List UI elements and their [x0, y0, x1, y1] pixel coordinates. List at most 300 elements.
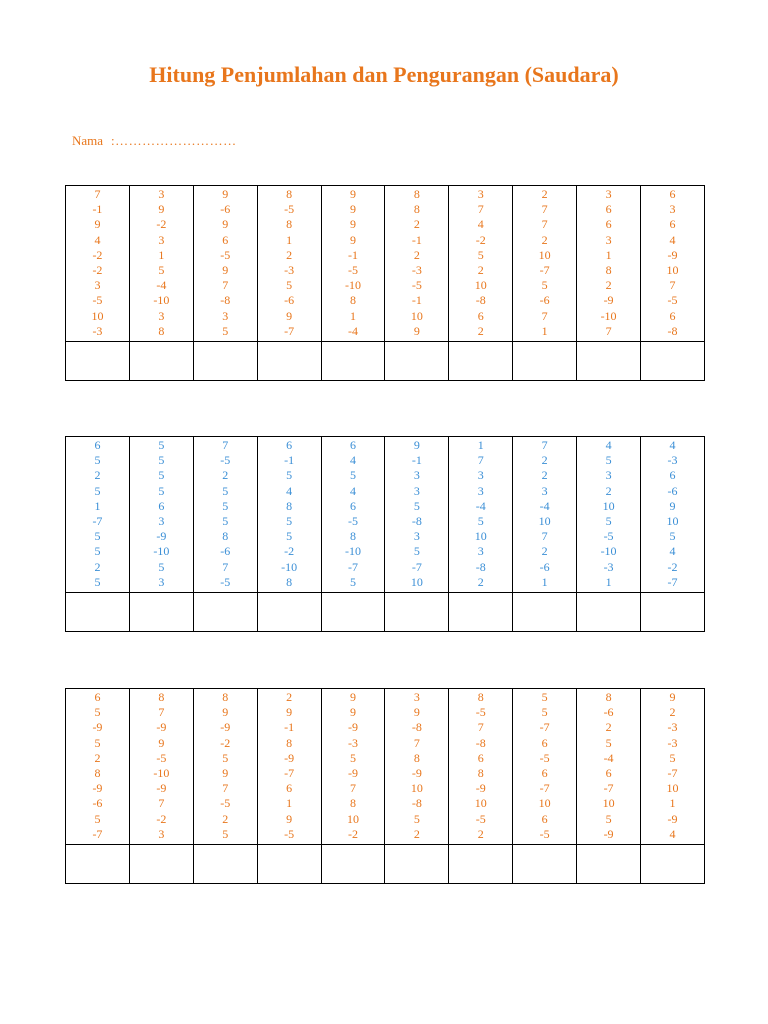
problem-number: -7: [539, 263, 550, 278]
problem-number: 5: [222, 750, 229, 765]
problem-number: -7: [92, 826, 103, 841]
problem-number: 10: [538, 514, 551, 529]
answer-box[interactable]: [129, 845, 193, 884]
problem-number: 8: [286, 498, 293, 513]
problem-number: -8: [475, 293, 486, 308]
problem-number: 5: [94, 705, 101, 720]
problem-number: 8: [350, 529, 356, 544]
problem-number: 8: [94, 766, 101, 781]
problem-number: -5: [284, 826, 295, 841]
worksheet-table-2: [65, 436, 705, 632]
problem-number: -2: [284, 544, 295, 559]
problem-column: [513, 186, 577, 342]
problem-number: 1: [669, 796, 676, 811]
problem-number: 5: [541, 705, 548, 720]
problem-number: 9: [350, 705, 356, 720]
problem-number: -8: [411, 796, 422, 811]
problem-number: 10: [474, 529, 487, 544]
problem-number: -1: [92, 202, 103, 217]
problem-number: -9: [156, 781, 167, 796]
problem-number: 1: [541, 323, 548, 338]
problem-number: 4: [477, 217, 484, 232]
problem-number: 10: [666, 514, 679, 529]
problem-number: -2: [92, 247, 103, 262]
problem-number: 2: [222, 468, 229, 483]
answer-box[interactable]: [129, 342, 193, 381]
problem-column: [257, 437, 321, 593]
problem-number: 7: [477, 202, 484, 217]
problem-number: 1: [286, 232, 293, 247]
problem-number: 1: [541, 574, 548, 589]
name-blank: :………………………: [111, 133, 237, 148]
answer-box[interactable]: [385, 342, 449, 381]
problem-number: -1: [411, 232, 422, 247]
problem-number: -3: [667, 453, 678, 468]
problem-number: 2: [541, 453, 548, 468]
problem-number: 7: [413, 735, 420, 750]
answer-box[interactable]: [321, 845, 385, 884]
problem-number: 8: [222, 529, 229, 544]
problem-number: -9: [603, 293, 614, 308]
problem-number: -10: [281, 559, 298, 574]
number-row: [66, 437, 705, 593]
problem-number: 5: [158, 559, 165, 574]
problem-number: 10: [666, 263, 679, 278]
answer-box[interactable]: [321, 593, 385, 632]
answer-box[interactable]: [257, 845, 321, 884]
problem-number: 1: [350, 308, 356, 323]
problem-number: 5: [158, 263, 165, 278]
problem-number: 8: [222, 690, 229, 704]
problem-number: 2: [413, 826, 420, 841]
problem-number: -5: [667, 293, 678, 308]
problem-number: 3: [541, 483, 548, 498]
problem-column: [577, 437, 641, 593]
problem-number: 5: [158, 468, 165, 483]
problem-number: 9: [286, 308, 293, 323]
problem-number: -6: [539, 293, 550, 308]
problem-number: -1: [411, 293, 422, 308]
problem-number: 8: [605, 690, 612, 704]
problem-number: 8: [477, 690, 484, 704]
problem-number: 1: [286, 796, 293, 811]
problem-number: 3: [605, 468, 612, 483]
problem-number: 3: [413, 690, 420, 704]
problem-number: -7: [284, 323, 295, 338]
problem-number: 10: [538, 796, 551, 811]
problem-number: -9: [220, 720, 231, 735]
problem-number: 2: [605, 483, 612, 498]
problem-number: 5: [158, 453, 165, 468]
problem-number: 7: [222, 781, 229, 796]
problem-number: 7: [222, 278, 229, 293]
problem-number: 9: [286, 705, 293, 720]
number-row: [66, 186, 705, 342]
problem-column: [641, 186, 705, 342]
problem-column: [66, 186, 130, 342]
problem-number: 2: [477, 826, 484, 841]
problem-number: 2: [94, 750, 101, 765]
problem-number: 9: [222, 217, 229, 232]
problem-number: 5: [94, 544, 101, 559]
answer-box[interactable]: [513, 593, 577, 632]
problem-number: -2: [667, 559, 678, 574]
problem-number: -9: [348, 766, 358, 781]
problem-number: 10: [538, 247, 551, 262]
problem-number: 2: [286, 690, 293, 704]
problem-number: 6: [158, 498, 165, 513]
problem-number: 3: [477, 544, 484, 559]
problem-number: 5: [286, 514, 293, 529]
answer-box[interactable]: [193, 342, 257, 381]
name-label: Nama: [72, 133, 104, 148]
problem-number: 9: [350, 690, 356, 704]
problem-number: 7: [605, 323, 612, 338]
problem-number: 3: [477, 483, 484, 498]
problem-number: 2: [286, 247, 293, 262]
answer-box[interactable]: [193, 845, 257, 884]
problem-number: 10: [602, 498, 615, 513]
problem-number: 9: [413, 438, 420, 452]
problem-number: 10: [474, 278, 487, 293]
problem-number: 2: [477, 263, 484, 278]
problem-number: 2: [477, 323, 484, 338]
problem-number: -5: [92, 293, 103, 308]
problem-column: [641, 437, 705, 593]
problem-number: 10: [474, 796, 487, 811]
problem-number: -8: [411, 514, 422, 529]
problem-number: 7: [541, 217, 548, 232]
problem-number: -10: [345, 544, 361, 559]
problem-number: 8: [350, 293, 356, 308]
problem-number: 3: [158, 514, 165, 529]
problem-number: 5: [94, 483, 101, 498]
problem-number: 3: [413, 483, 420, 498]
problem-number: 2: [541, 468, 548, 483]
problem-number: 3: [158, 574, 165, 589]
problem-number: 7: [94, 187, 101, 201]
answer-box[interactable]: [193, 593, 257, 632]
problem-column: [193, 689, 257, 845]
problem-number: -2: [156, 811, 167, 826]
problem-number: -2: [348, 826, 358, 841]
problem-number: 3: [94, 278, 101, 293]
problem-number: 6: [669, 187, 676, 201]
problem-number: 2: [222, 811, 229, 826]
problem-number: -6: [539, 559, 550, 574]
problem-number: -9: [603, 826, 614, 841]
problem-number: 5: [222, 498, 229, 513]
problem-column: [129, 186, 193, 342]
answer-box[interactable]: [385, 845, 449, 884]
problem-column: [66, 437, 130, 593]
problem-column: [193, 186, 257, 342]
problem-number: 8: [286, 735, 293, 750]
problem-number: -5: [348, 514, 358, 529]
problem-number: 9: [94, 217, 101, 232]
problem-number: 5: [94, 811, 101, 826]
problem-number: 9: [350, 217, 356, 232]
problem-number: -3: [348, 735, 358, 750]
problem-number: 9: [413, 705, 420, 720]
problem-number: -7: [667, 574, 678, 589]
problem-number: 5: [413, 498, 420, 513]
problem-number: 7: [158, 705, 165, 720]
problem-number: -1: [284, 453, 295, 468]
answer-box[interactable]: [129, 593, 193, 632]
problem-number: -2: [475, 232, 486, 247]
problem-number: 5: [413, 544, 420, 559]
problem-number: -6: [603, 705, 614, 720]
worksheet-title: Hitung Penjumlahan dan Pengurangan (Saudara): [149, 62, 619, 87]
problem-column: [321, 186, 385, 342]
problem-number: 3: [158, 826, 165, 841]
answer-box[interactable]: [641, 593, 705, 632]
problem-number: 4: [669, 826, 676, 841]
problem-number: 10: [410, 781, 423, 796]
problem-number: 5: [222, 826, 229, 841]
answer-box[interactable]: [513, 342, 577, 381]
problem-number: -4: [348, 323, 358, 338]
problem-number: 5: [158, 483, 165, 498]
problem-number: 9: [350, 232, 356, 247]
problem-number: -9: [284, 750, 295, 765]
problem-number: 6: [477, 308, 484, 323]
problem-number: 8: [413, 202, 420, 217]
problem-number: 4: [605, 438, 612, 452]
problem-number: -8: [475, 735, 486, 750]
problem-number: 7: [541, 529, 548, 544]
problem-number: -5: [220, 796, 231, 811]
problem-number: 9: [350, 187, 356, 201]
problem-number: -5: [603, 529, 614, 544]
problem-number: -3: [603, 559, 614, 574]
problem-number: -5: [348, 263, 358, 278]
problem-number: 6: [541, 811, 548, 826]
problem-number: 6: [605, 202, 612, 217]
problem-number: -5: [220, 574, 231, 589]
problem-number: 8: [350, 796, 356, 811]
problem-number: 5: [350, 574, 356, 589]
answer-box[interactable]: [513, 845, 577, 884]
problem-column: [385, 437, 449, 593]
problem-number: 5: [94, 735, 101, 750]
problem-number: -5: [411, 278, 422, 293]
problem-number: 10: [602, 796, 615, 811]
answer-box[interactable]: [257, 593, 321, 632]
problem-number: 4: [350, 483, 356, 498]
problem-number: 3: [477, 187, 484, 201]
answer-box[interactable]: [449, 593, 513, 632]
worksheet-table-3: [65, 688, 705, 884]
problem-number: 3: [158, 187, 165, 201]
answer-box[interactable]: [577, 845, 641, 884]
problem-number: 2: [541, 544, 548, 559]
problem-number: 9: [158, 202, 165, 217]
problem-number: 1: [94, 498, 101, 513]
problem-number: 5: [222, 514, 229, 529]
problem-number: 8: [413, 750, 420, 765]
problem-number: 5: [94, 453, 101, 468]
problem-number: -1: [284, 720, 295, 735]
problem-number: 9: [158, 735, 165, 750]
answer-box[interactable]: [577, 593, 641, 632]
problem-number: 8: [286, 217, 293, 232]
answer-box[interactable]: [257, 342, 321, 381]
problem-column: [321, 689, 385, 845]
answer-box[interactable]: [449, 845, 513, 884]
problem-column: [513, 437, 577, 593]
problem-number: -5: [220, 247, 231, 262]
answer-box[interactable]: [66, 593, 130, 632]
problem-number: -6: [220, 544, 231, 559]
problem-number: 3: [605, 187, 612, 201]
problem-number: -10: [153, 766, 170, 781]
answer-row: [66, 342, 705, 381]
problem-number: -3: [92, 323, 103, 338]
problem-number: -5: [284, 202, 295, 217]
problem-number: -5: [475, 811, 486, 826]
problem-number: 7: [477, 720, 484, 735]
problem-number: 9: [222, 263, 229, 278]
problem-number: 5: [541, 690, 548, 704]
answer-box[interactable]: [641, 342, 705, 381]
answer-box[interactable]: [641, 845, 705, 884]
problem-number: 5: [413, 811, 420, 826]
answer-row: [66, 845, 705, 884]
problem-number: 9: [669, 498, 676, 513]
problem-number: 7: [477, 453, 484, 468]
answer-box[interactable]: [321, 342, 385, 381]
problem-number: 6: [286, 438, 293, 452]
problem-number: -2: [92, 263, 103, 278]
problem-number: -8: [411, 720, 422, 735]
problem-number: -4: [156, 278, 167, 293]
problem-number: -5: [220, 453, 231, 468]
problem-column: [577, 186, 641, 342]
problem-number: -9: [667, 247, 678, 262]
problem-number: 2: [94, 468, 101, 483]
problem-number: 10: [91, 308, 104, 323]
problem-column: [577, 689, 641, 845]
answer-box[interactable]: [385, 593, 449, 632]
problem-number: 6: [605, 766, 612, 781]
problem-number: 3: [413, 529, 420, 544]
problem-number: 10: [666, 781, 679, 796]
problem-number: 6: [94, 690, 101, 704]
problem-number: 4: [669, 232, 676, 247]
problem-number: 9: [222, 187, 229, 201]
problem-number: 4: [669, 544, 676, 559]
answer-box[interactable]: [449, 342, 513, 381]
problem-column: [385, 186, 449, 342]
problem-number: 5: [286, 278, 293, 293]
problem-number: -10: [600, 308, 617, 323]
problem-number: -3: [667, 720, 678, 735]
problem-number: -1: [411, 453, 422, 468]
problem-number: 7: [541, 202, 548, 217]
problem-number: -1: [348, 247, 358, 262]
problem-number: 8: [413, 187, 420, 201]
problem-number: 5: [605, 514, 612, 529]
problem-number: 7: [222, 438, 229, 452]
answer-box[interactable]: [577, 342, 641, 381]
problem-number: 6: [350, 438, 356, 452]
problem-number: 7: [158, 796, 165, 811]
problem-number: -6: [92, 796, 103, 811]
problem-number: 5: [286, 529, 293, 544]
problem-number: -9: [475, 781, 486, 796]
problem-number: 10: [410, 308, 423, 323]
problem-number: -5: [539, 750, 550, 765]
problem-number: -9: [92, 720, 103, 735]
problem-number: -7: [92, 514, 103, 529]
problem-number: 2: [669, 705, 676, 720]
problem-number: 3: [158, 232, 165, 247]
problem-number: -9: [92, 781, 103, 796]
problem-number: 5: [350, 750, 356, 765]
problem-number: -8: [475, 559, 486, 574]
problem-column: [449, 437, 513, 593]
problem-column: [513, 689, 577, 845]
problem-column: [321, 437, 385, 593]
problem-number: -9: [156, 720, 167, 735]
problem-number: -7: [411, 559, 422, 574]
problem-number: -5: [475, 705, 486, 720]
answer-box[interactable]: [66, 845, 130, 884]
problem-number: 8: [158, 323, 165, 338]
problem-number: 5: [94, 529, 101, 544]
problem-number: -7: [348, 559, 358, 574]
problem-number: 1: [605, 247, 612, 262]
problem-number: 7: [541, 308, 548, 323]
problem-number: -5: [539, 826, 550, 841]
answer-box[interactable]: [66, 342, 130, 381]
problem-number: 1: [477, 438, 484, 452]
problem-number: 7: [222, 559, 229, 574]
problem-column: [193, 437, 257, 593]
problem-number: 2: [605, 720, 612, 735]
problem-number: 2: [541, 187, 548, 201]
problem-number: 4: [94, 232, 101, 247]
problem-number: 6: [669, 217, 676, 232]
problem-number: -5: [156, 750, 167, 765]
problem-column: [257, 186, 321, 342]
problem-number: -7: [603, 781, 614, 796]
problem-number: 8: [286, 187, 293, 201]
problem-number: 1: [158, 247, 165, 262]
problem-number: -2: [156, 217, 167, 232]
problem-number: 7: [669, 278, 676, 293]
number-row: [66, 689, 705, 845]
problem-number: -6: [220, 202, 231, 217]
problem-column: [129, 689, 193, 845]
problem-number: 5: [605, 735, 612, 750]
problem-number: 9: [222, 766, 229, 781]
problem-column: [257, 689, 321, 845]
problem-number: 10: [410, 574, 423, 589]
problem-number: 3: [605, 232, 612, 247]
problem-number: 7: [350, 781, 356, 796]
problem-number: 3: [477, 468, 484, 483]
problem-number: 2: [541, 232, 548, 247]
problem-number: 5: [477, 247, 484, 262]
problem-column: [449, 689, 513, 845]
problem-column: [641, 689, 705, 845]
problem-number: 6: [222, 232, 229, 247]
problem-number: 9: [413, 323, 420, 338]
problem-number: -10: [345, 278, 361, 293]
